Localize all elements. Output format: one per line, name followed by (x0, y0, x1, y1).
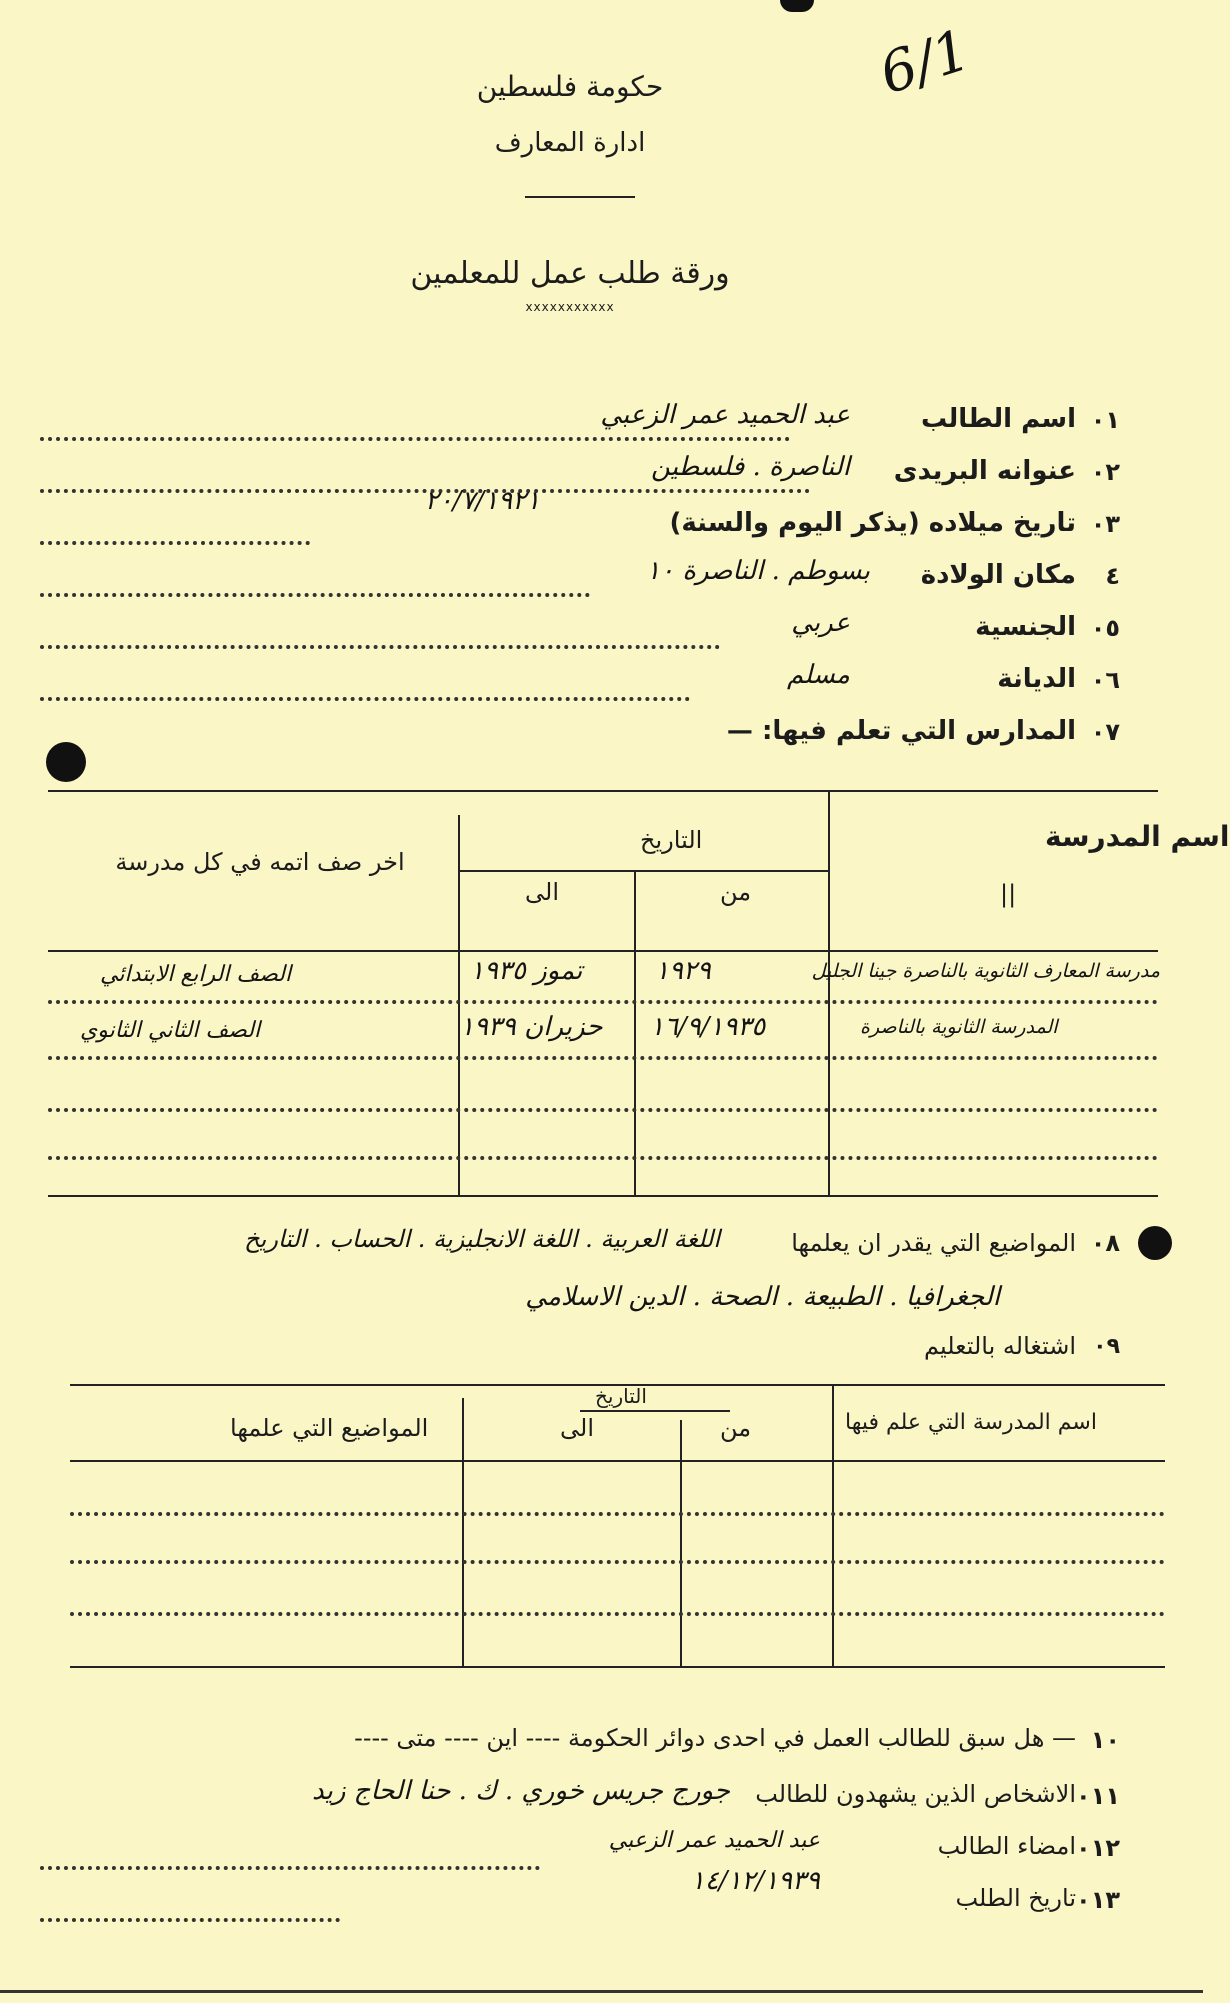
row-dotted-line (70, 1512, 1165, 1516)
footer-number: ١٠ (1090, 1726, 1120, 1754)
dotted-line (40, 593, 590, 597)
teaching-header-from: من (720, 1414, 752, 1442)
footer-label: امضاء الطالب (937, 1832, 1076, 1860)
footer-government-service (40, 1720, 1120, 1764)
field-label: المدارس التي تعلم فيها: — (726, 716, 1076, 746)
corner-note: 6/1 (872, 17, 978, 108)
table-divider (634, 872, 636, 1195)
row-dotted-line (70, 1560, 1165, 1564)
teaching-number: ٠٩ (1093, 1334, 1120, 1359)
header-date: التاريخ (640, 826, 703, 854)
header-to: الى (525, 878, 559, 906)
row-dotted-line (48, 1108, 1158, 1112)
punch-hole-dot (46, 742, 86, 782)
teaching-table-header-border (70, 1460, 1165, 1462)
header-from: من (720, 878, 752, 906)
last-class-cell: الصف الرابع الابتدائي (100, 962, 292, 987)
field-label: الديانة (997, 664, 1076, 694)
teaching-row (40, 1330, 1120, 1370)
subjects-label: المواضيع التي يقدر ان يعلمها (791, 1229, 1076, 1257)
footer-number: ٠١٢ (1076, 1834, 1120, 1862)
last-class-cell: الصف الثاني الثانوي (80, 1018, 261, 1043)
footer-number: ٠١٣ (1076, 1886, 1120, 1914)
punch-hole-dot (1138, 1226, 1172, 1260)
government-title: حكومة فلسطين (476, 70, 664, 103)
footer-label: — هل سبق للطالب العمل في احدى دوائر الحكومة ---- اين ---- متى ---- (354, 1724, 1076, 1752)
subjects-row (40, 1225, 1120, 1269)
field-schools-attended (40, 712, 1120, 756)
field-value: عبد الحميد عمر الزعبي (600, 400, 850, 430)
row-dotted-line (70, 1612, 1165, 1616)
teaching-table-divider (832, 1384, 834, 1666)
field-number: ٠٦ (1090, 666, 1120, 694)
department-title: ادارة المعارف (494, 128, 646, 158)
date-to-cell: تموز ١٩٣٥ (470, 956, 583, 986)
dotted-line (40, 645, 720, 649)
field-value: بسوطم . الناصرة ١٠ (646, 556, 870, 586)
footer-value: ١٤/١٢/١٩٣٩ (690, 1866, 820, 1896)
teaching-table-divider (462, 1398, 464, 1666)
field-label: اسم الطالب (921, 404, 1076, 434)
school-name-cell: المدرسة الثانوية بالناصرة (860, 1016, 1058, 1038)
field-value: عربي (791, 608, 850, 638)
footer-references (40, 1776, 1120, 1820)
school-name-cell: مدرسة المعارف الثانوية بالناصرة جينا الجليل (811, 960, 1160, 982)
teaching-header-to: الى (560, 1414, 594, 1442)
field-number: ٠٥ (1090, 614, 1120, 642)
header-school-name: اسم المدرسة (1045, 820, 1230, 853)
teaching-table-bottom-border (70, 1666, 1165, 1668)
form-title: ورقة طلب عمل للمعلمين (410, 256, 730, 291)
table-divider (828, 790, 830, 1195)
footer-number: ٠١١ (1076, 1782, 1120, 1810)
table-header-border (48, 950, 1158, 952)
teaching-label: اشتغاله بالتعليم (923, 1332, 1076, 1360)
header-last-class-text: اخر صف اتمه في كل مدرسة (115, 848, 405, 876)
field-label: تاريخ ميلاده (يذكر اليوم والسنة) (669, 508, 1076, 538)
dotted-line (40, 697, 690, 701)
dotted-line (40, 1918, 340, 1922)
row-dotted-line (48, 1156, 1158, 1160)
field-number: ٤ (1105, 562, 1120, 590)
table-top-border (48, 790, 1158, 792)
dotted-line (40, 541, 310, 545)
teaching-header-school: اسم المدرسة التي علم فيها (845, 1410, 1097, 1435)
footer-label: تاريخ الطلب (955, 1884, 1076, 1912)
teaching-date-rule (580, 1410, 730, 1412)
field-number: ٠٣ (1090, 510, 1120, 538)
date-header-rule (458, 870, 828, 872)
title-underline-mark: xxxxxxxxxxx (525, 300, 615, 314)
field-number: ٠٧ (1090, 718, 1120, 746)
date-to-cell: حزيران ١٩٣٩ (460, 1012, 603, 1042)
header-divider (525, 196, 635, 198)
footer-value: جورج جريس خوري . ك . حنا الحاج زيد (311, 1776, 730, 1806)
header-last-class (110, 838, 410, 886)
field-label: عنوانه البريدى (893, 456, 1076, 486)
date-from-cell: ١٩٢٩ (655, 956, 711, 986)
footer-value: عبد الحميد عمر الزعبي (608, 1828, 820, 1853)
field-label: الجنسية (975, 612, 1076, 642)
header-school-mark: || (1000, 880, 1017, 908)
row-dotted-line (48, 1056, 1158, 1060)
teaching-table-divider (680, 1420, 682, 1666)
subjects-number: ٠٨ (1090, 1229, 1120, 1257)
field-value: الناصرة . فلسطين (651, 452, 850, 482)
field-number: ٠١ (1090, 406, 1120, 434)
footer-label: الاشخاص الذين يشهدون للطالب (755, 1780, 1076, 1808)
row-dotted-line (48, 1000, 1158, 1004)
teaching-header-subjects: المواضيع التي علمها (230, 1414, 429, 1442)
subjects-value-line-2: الجغرافيا . الطبيعة . الصحة . الدين الاسلامي (525, 1282, 1000, 1312)
teaching-header-date: التاريخ (595, 1384, 647, 1408)
dotted-line (40, 1866, 540, 1870)
dotted-line (40, 437, 790, 441)
date-from-cell: ١٦/٩/١٩٣٥ (650, 1012, 766, 1042)
binding-hole-mark (780, 0, 814, 12)
table-bottom-border (48, 1195, 1158, 1197)
field-value: مسلم (786, 660, 850, 690)
page-bottom-edge (0, 1990, 1203, 1993)
field-number: ٠٢ (1090, 458, 1120, 486)
subjects-value-line-1: اللغة العربية . اللغة الانجليزية . الحساب . التاريخ (244, 1225, 720, 1253)
field-value: ٢٠/٧/١٩٢١ (424, 486, 540, 516)
table-divider (458, 815, 460, 1195)
field-label: مكان الولادة (920, 560, 1076, 590)
